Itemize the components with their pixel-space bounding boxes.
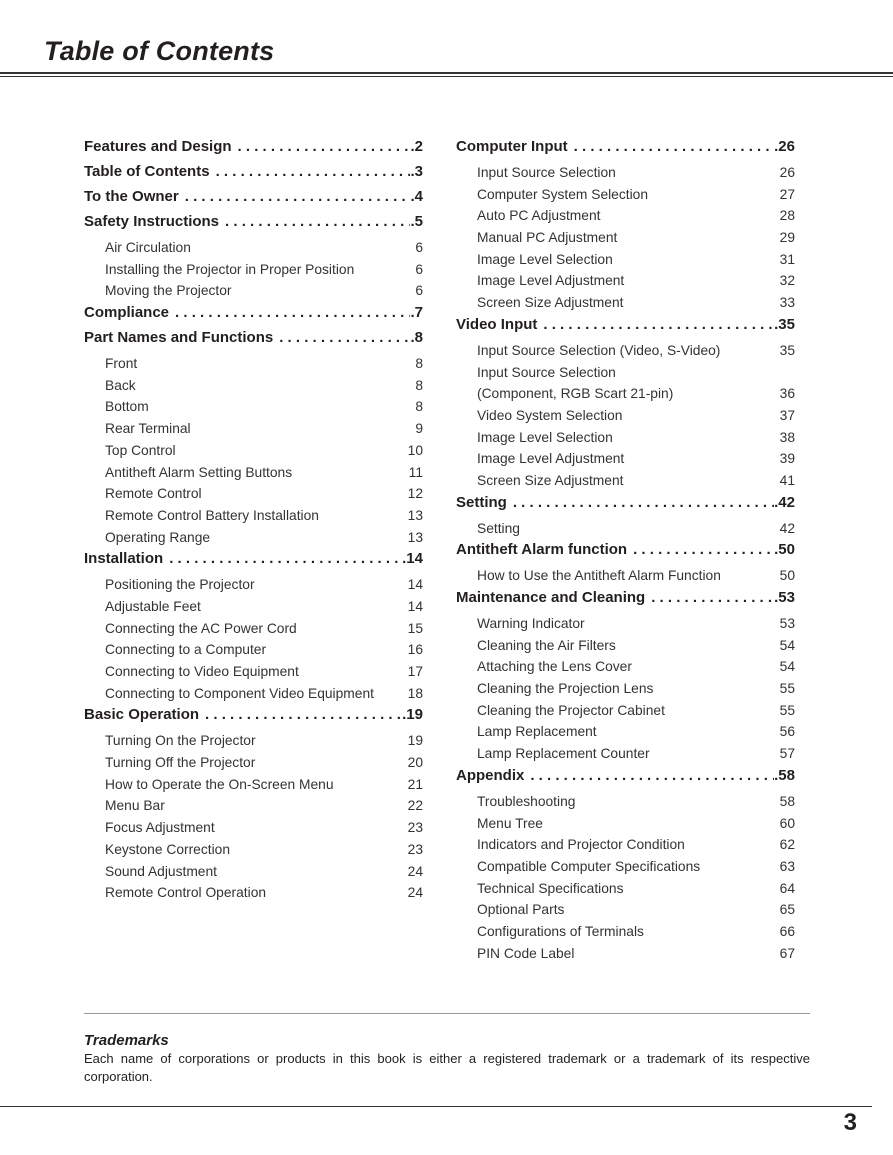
dot-leader <box>568 137 774 157</box>
entry-label: Moving the Projector <box>105 283 232 299</box>
section-title: Maintenance and Cleaning <box>456 589 646 606</box>
toc-section-heading[interactable] <box>456 493 795 518</box>
toc-entry[interactable] <box>84 259 423 281</box>
entry-page: 37 <box>779 407 795 423</box>
toc-entry[interactable] <box>84 795 423 817</box>
entry-label: Menu Bar <box>105 798 165 814</box>
dot-leader <box>273 328 410 348</box>
entry-label: Attaching the Lens Cover <box>477 659 632 675</box>
toc-entry[interactable] <box>84 639 423 661</box>
section-page: .19 <box>402 706 423 724</box>
toc-entry[interactable] <box>84 596 423 618</box>
entry-page: 23 <box>407 820 423 836</box>
section-title: Features and Design <box>84 138 232 155</box>
entry-label: Connecting to Component Video Equipment <box>105 685 374 701</box>
toc-entry[interactable] <box>456 184 795 206</box>
toc-section <box>456 315 795 493</box>
toc-section-heading[interactable] <box>84 549 423 574</box>
entry-label: Configurations of Terminals <box>477 923 644 939</box>
entry-label: Image Level Adjustment <box>477 273 625 289</box>
section-page: .4 <box>410 188 423 205</box>
entry-label: Sound Adjustment <box>105 863 217 879</box>
toc-section <box>456 766 795 966</box>
entry-label: How to Use the Antitheft Alarm Function <box>477 568 721 584</box>
entry-page: 8 <box>415 377 423 393</box>
entry-page: 60 <box>779 815 795 831</box>
entry-page: 64 <box>779 880 795 896</box>
toc-entry[interactable] <box>456 448 795 470</box>
page-title: Table of Contents <box>44 36 275 66</box>
page-number: 3 <box>843 1109 857 1136</box>
toc-section <box>84 549 423 705</box>
toc-entry[interactable] <box>84 440 423 462</box>
section-page: .2 <box>410 138 423 155</box>
toc-entry[interactable] <box>84 861 423 883</box>
section-title: Appendix <box>456 766 525 784</box>
entry-label: Input Source Selection <box>477 165 616 180</box>
entry-page: 29 <box>779 230 795 246</box>
dot-leader <box>219 212 410 232</box>
toc-entry[interactable] <box>84 418 423 440</box>
toc-entry[interactable] <box>456 249 795 271</box>
toc-section-heading[interactable] <box>84 162 423 187</box>
entry-label: Warning Indicator <box>477 616 585 631</box>
entry-label: Focus Adjustment <box>105 820 215 836</box>
toc-entry[interactable] <box>84 817 423 839</box>
entry-page: 32 <box>779 273 795 289</box>
entry-label: Cleaning the Projector Cabinet <box>477 702 665 718</box>
toc-section-heading[interactable] <box>456 588 795 613</box>
toc-entry[interactable] <box>456 656 795 678</box>
entry-page: 6 <box>415 261 423 277</box>
entry-page: 21 <box>407 776 423 792</box>
entry-page: 24 <box>407 863 423 879</box>
toc-entry[interactable] <box>84 618 423 640</box>
toc-section-heading[interactable] <box>84 328 423 353</box>
entry-label: Turning On the Projector <box>105 733 256 749</box>
toc-entry[interactable] <box>84 882 423 904</box>
entry-page: 54 <box>779 637 795 653</box>
entry-label: Setting <box>477 520 520 536</box>
entry-label: Top Control <box>105 442 176 458</box>
toc-entry[interactable] <box>456 270 795 292</box>
toc-entry[interactable] <box>456 813 795 835</box>
entry-page: 6 <box>415 283 423 299</box>
entry-page: 24 <box>407 885 423 901</box>
toc-entry[interactable] <box>456 383 795 405</box>
toc-section <box>456 493 795 541</box>
entry-page: 26 <box>779 165 795 180</box>
section-title: Safety Instructions <box>84 213 220 230</box>
entry-page: 17 <box>407 664 423 679</box>
toc-entry[interactable] <box>456 470 795 492</box>
entry-label: Input Source Selection <box>477 364 616 380</box>
entry-page: 35 <box>779 342 795 358</box>
entry-page: 14 <box>407 577 423 593</box>
toc-entry[interactable] <box>456 162 795 184</box>
entry-label: Screen Size Adjustment <box>477 295 624 311</box>
section-page: .14 <box>402 550 423 568</box>
dot-leader <box>179 187 411 207</box>
entry-page: 8 <box>415 356 423 372</box>
title-rule-thin <box>0 76 893 77</box>
toc-right-column <box>456 137 795 965</box>
toc-entry[interactable] <box>84 462 423 484</box>
entry-page: 8 <box>415 399 423 415</box>
section-page: .50 <box>774 541 795 559</box>
toc-section-heading[interactable] <box>84 212 423 237</box>
toc-entry[interactable] <box>456 700 795 722</box>
toc-entry[interactable] <box>456 791 795 813</box>
entry-label: Air Circulation <box>105 240 191 255</box>
entry-page: 62 <box>779 837 795 853</box>
entry-page: 39 <box>779 451 795 467</box>
entry-label: Image Level Selection <box>477 429 613 445</box>
toc-entry[interactable] <box>456 856 795 878</box>
entry-label: Turning Off the Projector <box>105 755 256 771</box>
entry-page: 58 <box>779 793 795 809</box>
toc-entry[interactable] <box>84 280 423 302</box>
dot-leader <box>232 137 411 157</box>
toc-entry[interactable] <box>456 405 795 427</box>
toc-entry[interactable] <box>456 340 795 362</box>
entry-page: 57 <box>779 746 795 762</box>
entry-page: 53 <box>779 616 795 631</box>
entry-page: 50 <box>779 568 795 584</box>
trademarks-divider <box>84 1013 810 1014</box>
toc-entry[interactable] <box>456 613 795 635</box>
toc-entry[interactable] <box>456 678 795 700</box>
section-title: Part Names and Functions <box>84 329 274 347</box>
entry-label: Input Source Selection (Video, S-Video) <box>477 342 721 358</box>
toc-section <box>456 540 795 588</box>
trademarks-text: Each name of corporations or products in this book is either a registered trademark or a trademark of its respective corporation. <box>84 1051 810 1084</box>
dot-leader <box>169 303 410 323</box>
toc-section <box>84 328 423 549</box>
entry-label: Image Level Selection <box>477 251 613 267</box>
entry-label: Back <box>105 377 136 393</box>
entry-label: PIN Code Label <box>477 945 575 961</box>
toc-section-heading[interactable] <box>84 137 423 162</box>
entry-label: Compatible Computer Specifications <box>477 858 701 874</box>
section-title: Installation <box>84 550 164 568</box>
entry-page: 13 <box>407 529 423 545</box>
entry-label: (Component, RGB Scart 21-pin) <box>477 386 674 402</box>
entry-page: 14 <box>407 598 423 614</box>
entry-label: Menu Tree <box>477 815 543 831</box>
entry-page: 41 <box>779 472 795 488</box>
toc-entry[interactable] <box>456 362 795 384</box>
toc-section-heading[interactable] <box>456 137 795 162</box>
entry-label: Lamp Replacement Counter <box>477 746 650 762</box>
entry-label: Connecting the AC Power Cord <box>105 620 297 636</box>
toc-section-heading[interactable] <box>456 766 795 791</box>
toc-section-heading[interactable] <box>456 540 795 565</box>
toc-entry[interactable] <box>456 227 795 249</box>
section-title: Computer Input <box>456 138 568 155</box>
dot-leader <box>645 588 774 608</box>
dot-leader <box>210 162 411 182</box>
toc-entry[interactable] <box>84 839 423 861</box>
entry-page: 36 <box>779 386 795 402</box>
entry-page: 56 <box>779 724 795 740</box>
section-page: .7 <box>410 304 423 322</box>
entry-label: Technical Specifications <box>477 880 624 896</box>
toc-entry[interactable] <box>456 427 795 449</box>
entry-page: 55 <box>779 681 795 697</box>
section-title: To the Owner <box>84 188 179 205</box>
toc-entry[interactable] <box>456 205 795 227</box>
entry-page: 13 <box>407 507 423 523</box>
section-page: .3 <box>410 163 423 180</box>
entry-page: 54 <box>779 659 795 675</box>
entry-page: 28 <box>779 208 795 224</box>
entry-label: Indicators and Projector Condition <box>477 837 685 853</box>
entry-label: Connecting to Video Equipment <box>105 664 299 679</box>
entry-page: 19 <box>407 733 423 749</box>
toc-entry[interactable] <box>456 635 795 657</box>
entry-label: Lamp Replacement <box>477 724 597 740</box>
entry-page: 55 <box>779 702 795 718</box>
toc-entry[interactable] <box>84 661 423 683</box>
toc-entry[interactable] <box>84 683 423 705</box>
entry-label: Troubleshooting <box>477 793 576 809</box>
entry-label: Remote Control Operation <box>105 885 267 901</box>
section-title: Basic Operation <box>84 706 200 724</box>
section-title: Compliance <box>84 304 170 322</box>
entry-label: Optional Parts <box>477 902 565 918</box>
toc-entry[interactable] <box>84 483 423 505</box>
entry-page: 15 <box>407 620 423 636</box>
entry-page: 6 <box>415 240 423 255</box>
toc-entry[interactable] <box>84 353 423 375</box>
entry-page: 11 <box>408 464 423 480</box>
toc-entry[interactable] <box>456 743 795 765</box>
toc-section <box>456 137 795 315</box>
entry-label: Computer System Selection <box>477 186 648 202</box>
entry-label: How to Operate the On-Screen Menu <box>105 776 334 792</box>
toc-section-heading[interactable] <box>84 187 423 212</box>
entry-page: 63 <box>779 858 795 874</box>
section-page: .26 <box>774 138 795 155</box>
toc-entry[interactable] <box>84 396 423 418</box>
toc-entry[interactable] <box>84 574 423 596</box>
entry-label: Antitheft Alarm Setting Buttons <box>105 464 293 480</box>
toc-entry[interactable] <box>84 237 423 259</box>
dot-leader <box>627 540 774 560</box>
entry-label: Rear Terminal <box>105 421 191 437</box>
toc-section-heading[interactable] <box>456 315 795 340</box>
toc-entry[interactable] <box>456 565 795 587</box>
dot-leader <box>507 493 774 513</box>
entry-label: Image Level Adjustment <box>477 451 625 467</box>
entry-label: Front <box>105 356 138 372</box>
section-title: Video Input <box>456 315 538 333</box>
entry-page: 67 <box>779 945 795 961</box>
entry-label: Manual PC Adjustment <box>477 230 618 246</box>
dot-leader <box>537 315 774 335</box>
entry-label: Remote Control <box>105 486 202 502</box>
toc-entry[interactable] <box>84 375 423 397</box>
toc-section <box>84 705 423 905</box>
toc-entry[interactable] <box>456 292 795 314</box>
entry-label: Screen Size Adjustment <box>477 472 624 488</box>
section-page: .5 <box>410 213 423 230</box>
toc-section-heading[interactable] <box>84 705 423 730</box>
dot-leader <box>163 549 402 569</box>
toc-entry[interactable] <box>84 752 423 774</box>
section-page: .58 <box>774 766 795 784</box>
entry-page: 27 <box>779 186 795 202</box>
toc-entry[interactable] <box>84 774 423 796</box>
entry-page: 65 <box>779 902 795 918</box>
toc-entry[interactable] <box>456 518 795 540</box>
toc-entry[interactable] <box>84 505 423 527</box>
toc-entry[interactable] <box>84 730 423 752</box>
footer-rule <box>0 1106 872 1107</box>
entry-label: Positioning the Projector <box>105 577 255 593</box>
trademarks-heading: Trademarks <box>84 1032 169 1049</box>
entry-page: 23 <box>407 841 423 857</box>
toc-section <box>84 303 423 328</box>
toc-entry[interactable] <box>456 834 795 856</box>
section-title: Antitheft Alarm function <box>456 541 628 559</box>
toc-entry[interactable] <box>456 921 795 943</box>
entry-label: Keystone Correction <box>105 841 231 857</box>
entry-label: Connecting to a Computer <box>105 642 267 658</box>
entry-page: 9 <box>415 421 423 437</box>
entry-page: 33 <box>779 295 795 311</box>
toc-entry[interactable] <box>84 527 423 549</box>
entry-label: Cleaning the Air Filters <box>477 637 616 653</box>
entry-page: 22 <box>407 798 423 814</box>
toc-entry[interactable] <box>456 721 795 743</box>
entry-page: 38 <box>779 429 795 445</box>
toc-section-heading[interactable] <box>84 303 423 328</box>
entry-label: Installing the Projector in Proper Position <box>105 261 355 277</box>
entry-page: 31 <box>779 251 795 267</box>
toc-entry[interactable] <box>456 943 795 965</box>
section-page: .8 <box>410 329 423 347</box>
section-page: .53 <box>774 589 795 606</box>
section-page: .35 <box>774 315 795 333</box>
toc-entry[interactable] <box>456 899 795 921</box>
entry-label: Operating Range <box>105 529 211 545</box>
dot-leader <box>199 705 402 725</box>
toc-left-column <box>84 137 423 905</box>
entry-page: 66 <box>779 923 795 939</box>
title-rule <box>0 72 893 74</box>
toc-section <box>456 588 795 766</box>
toc-section <box>84 162 423 187</box>
toc-entry[interactable] <box>456 878 795 900</box>
section-title: Setting <box>456 493 507 511</box>
toc-section <box>84 137 423 162</box>
entry-page: 12 <box>407 486 423 502</box>
section-page: .42 <box>774 493 795 511</box>
entry-page: 20 <box>407 755 423 771</box>
entry-page: 42 <box>779 520 795 536</box>
entry-label: Remote Control Battery Installation <box>105 507 319 523</box>
entry-page: 16 <box>407 642 423 658</box>
entry-label: Bottom <box>105 399 149 415</box>
entry-label: Video System Selection <box>477 407 623 423</box>
entry-label: Cleaning the Projection Lens <box>477 681 654 697</box>
entry-label: Auto PC Adjustment <box>477 208 601 224</box>
toc-section <box>84 187 423 212</box>
dot-leader <box>524 766 774 786</box>
entry-page: 10 <box>407 442 423 458</box>
entry-label: Adjustable Feet <box>105 598 201 614</box>
entry-page: 18 <box>407 685 423 701</box>
toc-section <box>84 212 423 303</box>
section-title: Table of Contents <box>84 163 210 180</box>
